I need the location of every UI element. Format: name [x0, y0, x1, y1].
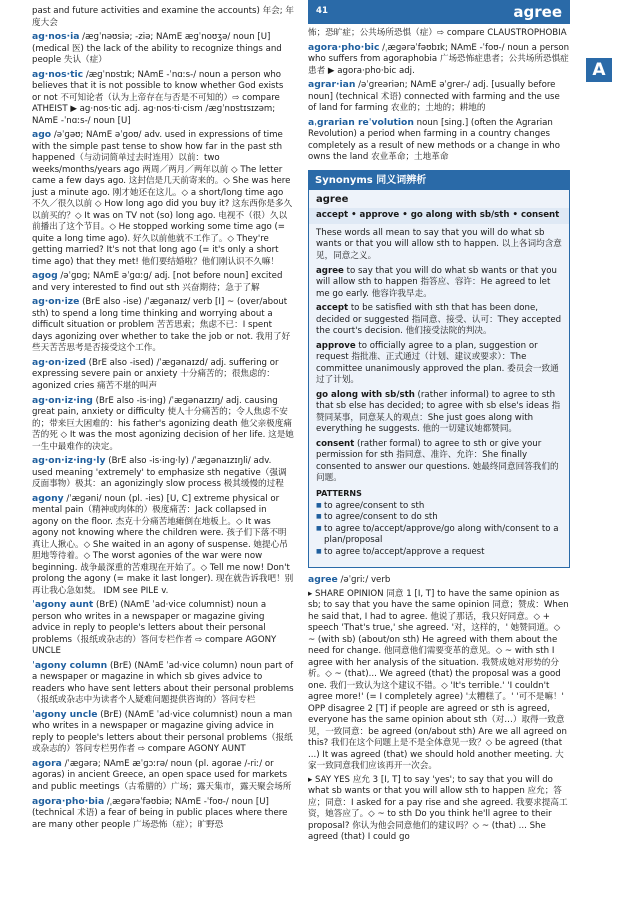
entry-agonizingly	[32, 455, 294, 491]
headword: ag·nos·tic	[32, 68, 84, 80]
entry-body: past and future activities and examine the accounts) 年会; 年度大会	[32, 6, 294, 28]
synonym-text: to say that you will do what sb wants or that you will allow sth to happen 指答应、容许：He agreed to let me go early. 他容许我早走。	[316, 265, 557, 299]
synonym-item	[316, 266, 562, 301]
entry-body: /əˈɡɒɡ; NAmE əˈɡɑːɡ/ adj. [not before noun] excited and very interested to find out sth 兴奋期待；急于了解	[32, 271, 283, 293]
synonym-item	[316, 341, 562, 387]
synonym-term: accept	[316, 303, 349, 314]
entry-agonizing	[32, 395, 294, 454]
headword: aˌgrarian reˈvolution	[308, 116, 414, 128]
synonyms-intro: These words all mean to say that you will do what sb wants or that you will allow sth to happen. 以上各词均含意见，同意之义。	[316, 227, 562, 261]
entry-agonized	[32, 357, 294, 393]
headword: ag·nos·ia	[32, 31, 80, 43]
entry-agony-aunt	[32, 599, 294, 658]
entry-agog	[32, 270, 294, 294]
headword: agony	[32, 492, 64, 504]
headword: agrar·ian	[308, 79, 356, 91]
thumb-index-tab: A	[586, 58, 612, 82]
entry-agony	[32, 493, 294, 598]
entry-body: /ˌæɡərəˈfəʊbɪk; NAmE -ˈfoʊ-/ noun a person who suffers from agoraphobia 广场恐怖症患者；公共场所恐惧症患者 ▶ agora·pho·bic adj.	[308, 42, 570, 76]
entry-body: (BrE also -is·ing·ly) /ˈæɡənaɪzɪŋli/ adv. used meaning 'extremely' to emphasize sth negative（强调反面事物）极其：an agonizingly slow process 极其缓慢的过程	[32, 456, 287, 490]
entry-agoraphobia-cont	[308, 28, 570, 40]
pattern-item: ■ to agree/consent to sth	[316, 501, 562, 513]
entry-agony-column	[32, 660, 294, 707]
entry-agonize	[32, 296, 294, 355]
headword: ag·on·iz·ing·ly	[32, 455, 106, 467]
synonym-item	[316, 303, 562, 338]
page-number: 41	[316, 6, 328, 17]
entry-body: (BrE also -ised) /ˈæɡənaɪzd/ adj. suffering or expressing severe pain or anxiety 十分痛苦的；很焦虑的：agonized cries 痛苦不堪的叫声	[32, 357, 279, 391]
left-column	[32, 0, 294, 833]
page-header	[308, 0, 570, 24]
entry-body: (BrE) (NAmE ˈad·vice columnist) noun a man who writes in a newspaper or magazine giving advice in reply to people's letters about their personal problems（报纸或杂志的）答问专栏男作者 ⇨ compare AGONY AUNT	[32, 709, 293, 755]
synonym-term: approve	[316, 340, 356, 351]
entry-body: /ˈæɡərə; NAmE æˈɡɔːrə/ noun (pl. agorae /-riː/ or agoras) in ancient Greece, an open space used for markets and public meetings（古希腊的）广场；露天集市，露天聚会场所	[32, 758, 292, 792]
entry-body: /əˈɡreəriən; NAmE əˈɡrer-/ adj. [usually before noun] (technical 术语) connected with farming and the use of land for farming 农业的；土地的；耕地的	[308, 80, 560, 114]
pattern-item: ■ to agree to/accept/approve/go along with/consent to a plan/proposal	[316, 524, 562, 547]
entry-agoraphobic	[308, 42, 570, 78]
entry-body: (BrE) (NAmE ˈad·vice column) noun part of a newspaper or magazine in which sb gives advice to readers who have sent letters about their personal problems（报纸或杂志中为读者个人疑难问题提供咨询的）答问专栏	[32, 660, 294, 706]
synonym-text: (rather informal) to agree to sth that sb else has decided; to agree with sb else's ideas 指赞同某事，同意某人的观点：She just goes along with everything he suggests. 他的一切建议她都赞同。	[316, 389, 561, 435]
entry-body: 怖；恐旷症；公共场所恐惧（症）⇨ compare CLAUSTROPHOBIA	[308, 28, 567, 38]
entry-body: (BrE) (NAmE ˈad·vice columnist) noun a person who writes in a newspaper or magazine giving advice in reply to people's letters about their personal problems（报纸或杂志的）答问专栏作者 ⇨ compare AGONY UNCLE	[32, 600, 277, 657]
entry-agrarian	[308, 79, 570, 115]
synonym-term: go along with sb/sth	[316, 389, 415, 400]
synonym-term: agree	[316, 265, 344, 276]
headword: ˈagony uncle	[32, 708, 98, 720]
headword: ˈagony aunt	[32, 599, 94, 611]
headword: ag·on·ized	[32, 356, 86, 368]
running-headword: agree	[513, 2, 562, 21]
pattern-item: ■ to agree to/accept/approve a request	[316, 547, 562, 559]
entry-body: /ˌæɡərəˈfəʊbiə; NAmE -ˈfoʊ-/ noun [U] (technical 术语) a fear of being in public places where there are many other people 广场恐怖（症）；旷野恐	[32, 796, 288, 830]
entry-body: /ˈæɡəni/ noun (pl. -ies) [U, C] extreme physical or mental pain（精神或肉体的）极度痛苦：Jack collapsed in agony on the floor. 杰克十分痛苦地瘫倒在地板上。◇ It was agony not knowing where the children were. 孩子们下落不明真让人揪心。◇ She waited in an agony of suspense. 她提心吊胆地等待着。◇ The worst agonies of the war were now beginning. 战争最深重的苦难现在开始了。◇ Tell me now! Don't prolong the agony (= make it last longer). 现在就告诉我吧！别再让我心急如焚。 IDM see PILE v.	[32, 493, 294, 596]
headword: ˈagony column	[32, 659, 108, 671]
headword: agree	[308, 574, 338, 586]
headword: ag·on·iz·ing	[32, 394, 93, 406]
synonym-text: to be satisfied with sth that has been done, decided or suggested 指同意、接受、认可：They accepted the court's decision. 他们接受法院的判决。	[316, 303, 562, 337]
entry-agoraphobia	[32, 796, 294, 832]
synonyms-headword: agree	[316, 194, 349, 206]
right-column	[308, 0, 570, 846]
entry-agnosia	[32, 31, 294, 67]
synonym-text: (rather formal) to agree to sth or give your permission for sth 指同意、准许、允许：She finally consented to answer our questions. 她最终同意回答我们的问题。	[316, 438, 559, 484]
entry-agnostic	[32, 69, 294, 128]
entry-body: /əˈɡriː/ verb	[340, 575, 391, 586]
entry-body: (BrE also -ise) /ˈæɡənaɪz/ verb [I] ~ (over/about sth) to spend a long time thinking and worrying about a difficult situation or problem 苦苦思索；焦虑不已：I spent days agonizing over whether to take the job or not. 我用了好些天苦苦思考是否接受这个工作。	[32, 297, 291, 354]
synonym-term: consent	[316, 438, 355, 449]
synonym-text: to officially agree to a plan, suggestion or request 指批准、正式通过（计划、建议或要求）：The committee unanimously approved the plan. 委员会一致通过了计划。	[316, 340, 559, 386]
synonym-item	[316, 439, 562, 485]
entry-body: noun [sing.] (often the Agrarian Revolution) a period when farming in a country changes completely as a result of new methods or a change in who owns the land 农业革命；土地革命	[308, 117, 560, 163]
entry-ago	[32, 129, 294, 268]
entry-body: (BrE also -is·ing) /ˈæɡənaɪzɪŋ/ adj. causing great pain, anxiety or difficulty 使人十分痛苦的；令人焦虑不安的；带来巨大困难的：his father's agonizing death 他父亲极度痛苦的死 ◇ It was the most agonizing decision of her life. 这是她一生中最难作的决定。	[32, 395, 294, 452]
headword: ag·on·ize	[32, 296, 80, 308]
headword: ago	[32, 129, 52, 141]
entry-body: ▸ SAY YES 应允 3 [I, T] to say 'yes'; to say that you will do what sb wants or that you will allow sth to happen 应允；答应；同意：I asked for a pay rise and she agreed. 我要求提高工资，她答应了。◇ ~ to sth Do you think he'll agree to their proposal? 你认为他会同意他们的建议吗？◇ ~ (that) ... She agreed (that) I could go	[308, 774, 568, 843]
headword: agog	[32, 270, 58, 282]
synonym-item	[316, 390, 562, 436]
headword: agora·pho·bia	[32, 795, 105, 807]
synonyms-title: Synonyms 同义词辨析	[309, 171, 569, 190]
entry-agony-uncle	[32, 709, 294, 756]
entry-body: /æɡˈnɒstɪk; NAmE -ˈnɑːs-/ noun a person who believes that it is not possible to know whether God exists or not 不可知论者（认为上帝存在与否是不可知的）⇨ compare ATHEIST ▶ ag·nos·tic adj. ag·nos·ti·cism /æɡˈnɒstɪsɪzəm; NAmE -ˈnɑːs-/ noun [U]	[32, 69, 284, 126]
entry-agrarian-revolution	[308, 117, 570, 164]
synonyms-list: accept • approve • go along with sb/sth • consent	[309, 208, 569, 224]
entry-agree	[308, 574, 570, 587]
entry-body: /əˈɡəʊ; NAmE əˈɡoʊ/ adv. used in expressions of time with the simple past tense to show how far in the past sth happened（与动词简单过去时连用）以前：two weeks/months/years ago 两周／两月／两年以前 ◇ The letter came a few days ago. 这封信是几天前寄来的。◇ She was here just a minute ago. 刚才她还在这儿。◇ a short/long time ago 不久／很久以前 ◇ How long ago did you buy it? 这东西你是多久以前买的？◇ It was on TV not (so) long ago. 电视不（很）久以前播出了这个节目。◇ He stopped working some time ago (= quite a long time ago). 好久以前他就不工作了。◇ They're getting married? It's not that long ago (= it's only a short time ago) that they met! 他们要结婚啦？他们刚认识不久嘛！	[32, 130, 293, 267]
headword: agora·pho·bic	[308, 41, 380, 53]
pattern-item: ■ to agree/consent to do sth	[316, 512, 562, 524]
entry-body: ▸ SHARE OPINION 同意 1 [I, T] to have the same opinion as sb; to say that you have the same opinion 同意；赞成：When he said that, I had to agree. 他说了那话，我只好同意。◇ + speech 'That's true,' she agreed. '对，这样的，' 她赞同道。◇ ~ (with sb) (about/on sth) He agreed with them about the need for change. 他同意他们需要变革的意见。◇ ~ with sth I agree with her analysis of the situation. 我赞成她对形势的分析。◇ ~ (that)... We agreed (that) the proposal was a good one. 我们一致认为这个建议不错。◇ 'It's terrible.' 'I couldn't agree more!' (= I completely agree) '太糟糕了。' '可不是嘛！' OPP disagree 2 [T] if people are agreed or sth is agreed, everyone has the same opinion about sth（对…）取得一致意见，一致同意：be agreed (on/about sth) Are we all agreed on this? 我们在这个问题上是不是全体意见一致？◇ be agreed (that ...) It was agreed (that) we should hold another meeting. 大家一致同意我们应该再开一次会。	[308, 588, 569, 772]
headword: agora	[32, 757, 62, 769]
entry-body: /æɡˈnəʊsiə; -ziə; NAmE æɡˈnoʊʒə/ noun [U] (medical 医) the lack of the ability to recognize things and people 失认（症）	[32, 32, 282, 66]
entry-agora	[32, 758, 294, 794]
patterns-title: PATTERNS	[316, 488, 362, 498]
synonyms-box	[308, 170, 570, 568]
entry-annual-meeting-cont	[32, 6, 294, 29]
entry-agree-sense-say-yes	[308, 775, 570, 844]
entry-agree-sense-share-opinion	[308, 589, 570, 773]
